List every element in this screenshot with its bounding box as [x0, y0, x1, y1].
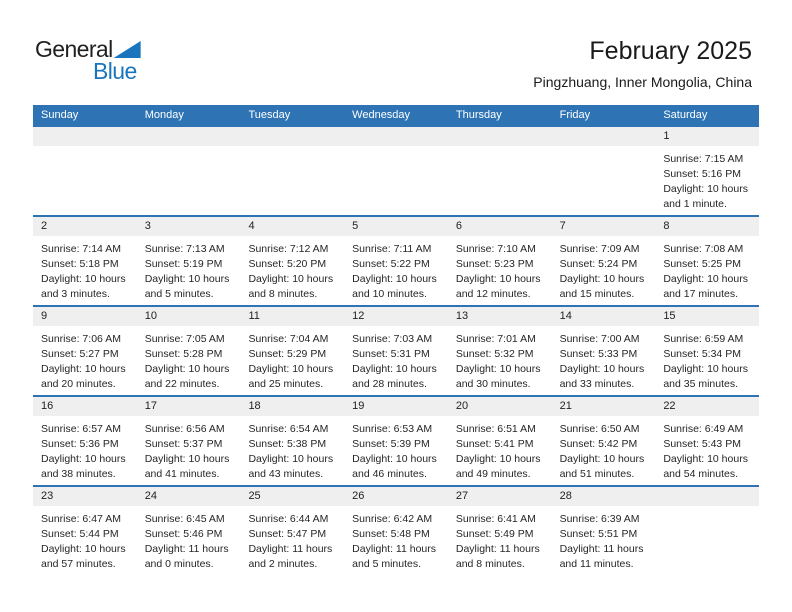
detail-line: Sunset: 5:24 PM [559, 258, 638, 270]
detail-line: Sunrise: 7:04 AM [248, 333, 329, 345]
detail-line: Sunset: 5:19 PM [144, 258, 223, 270]
detail-line: Sunrise: 7:11 AM [352, 243, 432, 255]
weekday-saturday: Saturday [663, 109, 708, 121]
calendar-empty-cell [552, 127, 656, 215]
calendar-empty-cell [33, 127, 137, 215]
detail-line: Daylight: 10 hours and 10 minutes. [352, 273, 437, 300]
day-number [655, 487, 759, 506]
day-details [240, 236, 344, 302]
day-number [552, 127, 656, 146]
calendar-empty-cell [344, 127, 448, 215]
detail-line: Sunrise: 6:56 AM [144, 423, 225, 435]
detail-line: Daylight: 10 hours and 28 minutes. [352, 363, 437, 390]
day-number: 2 [33, 217, 137, 236]
detail-line: Sunrise: 6:49 AM [663, 423, 744, 435]
detail-line: Daylight: 11 hours and 8 minutes. [455, 543, 540, 570]
day-number: 28 [552, 487, 656, 506]
general-blue-logo[interactable] [35, 36, 141, 84]
calendar-day-13 [448, 307, 552, 395]
calendar-day-27 [448, 487, 552, 575]
day-number: 26 [344, 487, 448, 506]
detail-line: Sunset: 5:29 PM [248, 348, 327, 360]
detail-line: Sunset: 5:49 PM [455, 528, 534, 540]
detail-line: Daylight: 10 hours and 8 minutes. [248, 273, 334, 300]
detail-line: Sunrise: 6:51 AM [455, 423, 536, 435]
day-number: 3 [137, 217, 241, 236]
detail-line: Sunset: 5:16 PM [663, 168, 741, 180]
calendar-day-8 [655, 217, 759, 305]
detail-line: Sunset: 5:47 PM [248, 528, 327, 540]
detail-line: Sunset: 5:32 PM [455, 348, 534, 360]
day-details [240, 506, 344, 572]
day-number: 27 [448, 487, 552, 506]
detail-line: Daylight: 10 hours and 25 minutes. [248, 363, 334, 390]
day-details [137, 416, 241, 482]
detail-line: Sunrise: 6:39 AM [559, 513, 640, 525]
day-details [33, 506, 137, 572]
detail-line: Sunset: 5:25 PM [663, 258, 741, 270]
detail-line: Sunset: 5:41 PM [455, 438, 534, 450]
detail-line: Sunrise: 6:41 AM [455, 513, 536, 525]
week-row [33, 305, 759, 395]
day-number: 18 [240, 397, 344, 416]
calendar-day-16 [33, 397, 137, 485]
calendar-day-14 [552, 307, 656, 395]
detail-line: Sunrise: 6:50 AM [559, 423, 640, 435]
day-number: 15 [655, 307, 759, 326]
day-details [344, 326, 448, 392]
calendar-day-5 [344, 217, 448, 305]
logo-triangle-icon [114, 41, 141, 58]
detail-line: Sunset: 5:39 PM [352, 438, 430, 450]
detail-line: Sunset: 5:37 PM [144, 438, 223, 450]
detail-line: Sunset: 5:46 PM [144, 528, 223, 540]
detail-line: Sunset: 5:48 PM [352, 528, 430, 540]
day-number: 13 [448, 307, 552, 326]
detail-line: Sunset: 5:51 PM [559, 528, 638, 540]
day-details [344, 236, 448, 302]
calendar-day-1 [655, 127, 759, 215]
day-number: 10 [137, 307, 241, 326]
day-details [655, 416, 759, 482]
detail-line: Sunrise: 6:42 AM [352, 513, 433, 525]
calendar-day-6 [448, 217, 552, 305]
detail-line: Daylight: 10 hours and 54 minutes. [663, 453, 748, 480]
page-title: February 2025 [589, 37, 752, 65]
calendar-day-25 [240, 487, 344, 575]
day-details [240, 416, 344, 482]
day-details [552, 326, 656, 392]
day-number: 4 [240, 217, 344, 236]
calendar-day-2 [33, 217, 137, 305]
detail-line: Sunrise: 7:01 AM [455, 333, 536, 345]
detail-line: Daylight: 10 hours and 30 minutes. [455, 363, 541, 390]
calendar-day-23 [33, 487, 137, 575]
calendar-day-26 [344, 487, 448, 575]
day-number: 25 [240, 487, 344, 506]
detail-line: Daylight: 10 hours and 41 minutes. [144, 453, 230, 480]
detail-line: Sunset: 5:43 PM [663, 438, 741, 450]
detail-line: Sunset: 5:20 PM [248, 258, 327, 270]
day-details [137, 326, 241, 392]
detail-line: Sunrise: 7:05 AM [144, 333, 225, 345]
day-number: 16 [33, 397, 137, 416]
day-details [448, 236, 552, 302]
detail-line: Sunset: 5:42 PM [559, 438, 638, 450]
title-block [533, 36, 752, 90]
detail-line: Daylight: 10 hours and 12 minutes. [455, 273, 541, 300]
detail-line: Sunrise: 6:45 AM [144, 513, 225, 525]
detail-line: Sunrise: 7:08 AM [663, 243, 744, 255]
detail-line: Daylight: 10 hours and 49 minutes. [455, 453, 541, 480]
weekday-friday: Friday [559, 109, 591, 121]
day-details [552, 506, 656, 572]
detail-line: Daylight: 11 hours and 11 minutes. [559, 543, 644, 570]
calendar-day-3 [137, 217, 241, 305]
calendar-day-7 [552, 217, 656, 305]
calendar-empty-cell [137, 127, 241, 215]
day-number: 1 [655, 127, 759, 146]
detail-line: Sunrise: 7:13 AM [144, 243, 225, 255]
day-number: 14 [552, 307, 656, 326]
detail-line: Daylight: 10 hours and 1 minute. [663, 183, 748, 210]
calendar-day-9 [33, 307, 137, 395]
calendar-empty-cell [655, 487, 759, 575]
detail-line: Daylight: 10 hours and 57 minutes. [41, 543, 126, 570]
calendar-day-21 [552, 397, 656, 485]
weekday-tuesday: Tuesday [248, 109, 291, 121]
detail-line: Sunrise: 6:54 AM [248, 423, 329, 435]
weekday-header-row [33, 105, 759, 125]
logo-text-general: General [35, 36, 113, 62]
week-row [33, 215, 759, 305]
detail-line: Sunset: 5:44 PM [41, 528, 119, 540]
calendar-weeks [33, 125, 759, 575]
weekday-thursday: Thursday [455, 109, 502, 121]
detail-line: Sunrise: 7:12 AM [248, 243, 329, 255]
detail-line: Daylight: 10 hours and 3 minutes. [41, 273, 126, 300]
detail-line: Sunrise: 7:00 AM [559, 333, 640, 345]
weekday-wednesday: Wednesday [352, 109, 411, 121]
detail-line: Sunset: 5:33 PM [559, 348, 638, 360]
page-subtitle: Pingzhuang, Inner Mongolia, China [533, 74, 752, 90]
day-number: 7 [552, 217, 656, 236]
day-details [344, 416, 448, 482]
week-row [33, 485, 759, 575]
day-number: 17 [137, 397, 241, 416]
detail-line: Sunset: 5:31 PM [352, 348, 430, 360]
detail-line: Daylight: 10 hours and 46 minutes. [352, 453, 437, 480]
day-details [137, 236, 241, 302]
detail-line: Daylight: 11 hours and 5 minutes. [352, 543, 437, 570]
detail-line: Sunrise: 7:14 AM [41, 243, 121, 255]
detail-line: Sunrise: 6:53 AM [352, 423, 433, 435]
detail-line: Sunset: 5:34 PM [663, 348, 741, 360]
day-number: 11 [240, 307, 344, 326]
detail-line: Daylight: 10 hours and 35 minutes. [663, 363, 748, 390]
week-row [33, 395, 759, 485]
weekday-sunday: Sunday [41, 109, 79, 121]
detail-line: Daylight: 10 hours and 20 minutes. [41, 363, 126, 390]
day-number: 24 [137, 487, 241, 506]
calendar-day-24 [137, 487, 241, 575]
calendar-day-17 [137, 397, 241, 485]
detail-line: Sunrise: 6:57 AM [41, 423, 121, 435]
detail-line: Sunset: 5:23 PM [455, 258, 534, 270]
day-number: 6 [448, 217, 552, 236]
day-details [552, 236, 656, 302]
detail-line: Daylight: 10 hours and 33 minutes. [559, 363, 645, 390]
detail-line: Sunset: 5:22 PM [352, 258, 430, 270]
detail-line: Sunset: 5:18 PM [41, 258, 119, 270]
day-number [448, 127, 552, 146]
day-number: 5 [344, 217, 448, 236]
day-number: 20 [448, 397, 552, 416]
day-number: 22 [655, 397, 759, 416]
day-details [33, 236, 137, 302]
detail-line: Sunrise: 6:59 AM [663, 333, 744, 345]
calendar-day-4 [240, 217, 344, 305]
detail-line: Sunset: 5:38 PM [248, 438, 327, 450]
day-number [137, 127, 241, 146]
day-number: 12 [344, 307, 448, 326]
detail-line: Sunrise: 7:06 AM [41, 333, 121, 345]
day-number: 8 [655, 217, 759, 236]
calendar-day-11 [240, 307, 344, 395]
detail-line: Daylight: 10 hours and 5 minutes. [144, 273, 230, 300]
day-details [33, 416, 137, 482]
calendar-day-20 [448, 397, 552, 485]
detail-line: Daylight: 10 hours and 38 minutes. [41, 453, 126, 480]
detail-line: Sunrise: 7:15 AM [663, 153, 744, 165]
day-details [240, 326, 344, 392]
week-row [33, 125, 759, 215]
detail-line: Daylight: 10 hours and 43 minutes. [248, 453, 334, 480]
calendar [33, 105, 759, 575]
day-number: 21 [552, 397, 656, 416]
day-number [344, 127, 448, 146]
day-number: 23 [33, 487, 137, 506]
detail-line: Sunset: 5:36 PM [41, 438, 119, 450]
detail-line: Daylight: 11 hours and 2 minutes. [248, 543, 333, 570]
day-number: 9 [33, 307, 137, 326]
detail-line: Daylight: 10 hours and 15 minutes. [559, 273, 645, 300]
calendar-day-10 [137, 307, 241, 395]
day-details [552, 416, 656, 482]
day-details [655, 146, 759, 212]
detail-line: Daylight: 10 hours and 22 minutes. [144, 363, 230, 390]
calendar-empty-cell [240, 127, 344, 215]
calendar-day-15 [655, 307, 759, 395]
logo-line-general [35, 37, 141, 61]
calendar-day-12 [344, 307, 448, 395]
detail-line: Sunrise: 7:03 AM [352, 333, 433, 345]
day-details [448, 326, 552, 392]
detail-line: Sunset: 5:27 PM [41, 348, 119, 360]
day-details [655, 326, 759, 392]
detail-line: Sunrise: 6:47 AM [41, 513, 121, 525]
detail-line: Sunset: 5:28 PM [144, 348, 223, 360]
day-details [344, 506, 448, 572]
weekday-monday: Monday [144, 109, 184, 121]
detail-line: Sunrise: 6:44 AM [248, 513, 329, 525]
detail-line: Daylight: 10 hours and 51 minutes. [559, 453, 645, 480]
detail-line: Sunrise: 7:09 AM [559, 243, 640, 255]
calendar-empty-cell [448, 127, 552, 215]
day-details [448, 506, 552, 572]
calendar-day-22 [655, 397, 759, 485]
detail-line: Daylight: 10 hours and 17 minutes. [663, 273, 748, 300]
day-details [655, 236, 759, 302]
day-number: 19 [344, 397, 448, 416]
day-number [33, 127, 137, 146]
calendar-day-28 [552, 487, 656, 575]
day-details [33, 326, 137, 392]
day-number [240, 127, 344, 146]
logo-text-blue: Blue [93, 58, 137, 84]
detail-line: Daylight: 11 hours and 0 minutes. [144, 543, 229, 570]
detail-line: Sunrise: 7:10 AM [455, 243, 536, 255]
calendar-day-19 [344, 397, 448, 485]
day-details [448, 416, 552, 482]
day-details [137, 506, 241, 572]
calendar-day-18 [240, 397, 344, 485]
